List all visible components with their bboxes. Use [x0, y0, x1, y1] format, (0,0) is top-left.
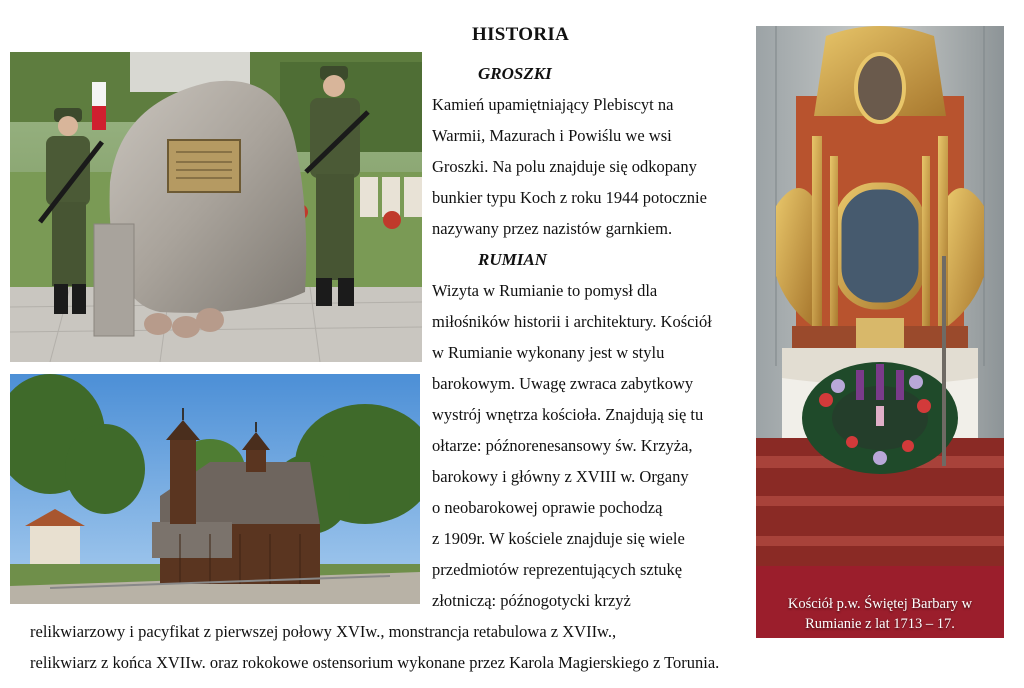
- text-line: przedmiotów reprezentujących sztukę: [432, 560, 683, 579]
- church-altar-photo: [756, 26, 1004, 638]
- text-line: z 1909r. W kościele znajduje się wiele: [432, 529, 685, 548]
- text-line: Kamień upamiętniający Plebiscyt na: [432, 95, 674, 114]
- text-line: barokowym. Uwagę zwraca zabytkowy: [432, 374, 694, 393]
- section-title-rumian: RUMIAN: [478, 250, 547, 269]
- text-line: wystrój wnętrza kościoła. Znajdują się tu: [432, 405, 704, 424]
- text-line: o neobarokowej oprawie pochodzą: [432, 498, 663, 517]
- photo-caption-line: Rumianie z lat 1713 – 17.: [805, 616, 955, 632]
- text-line: nazywany przez nazistów garnkiem.: [432, 219, 673, 238]
- text-line: złotniczą: późnogotycki krzyż: [432, 591, 631, 610]
- photo-caption: [766, 594, 994, 634]
- text-line: Wizyta w Rumianie to pomysł dla: [432, 281, 658, 300]
- wooden-church-photo: [10, 374, 420, 604]
- text-line: Groszki. Na polu znajduje się odkopany: [432, 157, 697, 176]
- text-line: relikwiarzowy i pacyfikat z pierwszej połowy XVIw., monstrancja retabulowa z XVIIw.,: [30, 622, 617, 641]
- memorial-stone-photo: [10, 52, 422, 362]
- text-line: barokowy i główny z XVIII w. Organy: [432, 467, 689, 486]
- text-line: Warmii, Mazurach i Powiślu we wsi: [432, 126, 672, 145]
- text-line: bunkier typu Koch z roku 1944 potocznie: [432, 188, 707, 207]
- text-line: relikwiarz z końca XVIIw. oraz rokokowe ostensorium wykonane przez Karola Magierskiego z Torunia.: [30, 653, 720, 672]
- text-line: miłośników historii i architektury. Kościół: [432, 312, 712, 331]
- text-line: w Rumianie wykonany jest w stylu: [432, 343, 665, 362]
- section-title-groszki: GROSZKI: [478, 64, 552, 83]
- text-line: ołtarze: późnorenesansowy św. Krzyża,: [432, 436, 693, 455]
- photo-caption-line: Kościół p.w. Świętej Barbary w: [787, 596, 973, 612]
- page-title: HISTORIA: [472, 24, 570, 45]
